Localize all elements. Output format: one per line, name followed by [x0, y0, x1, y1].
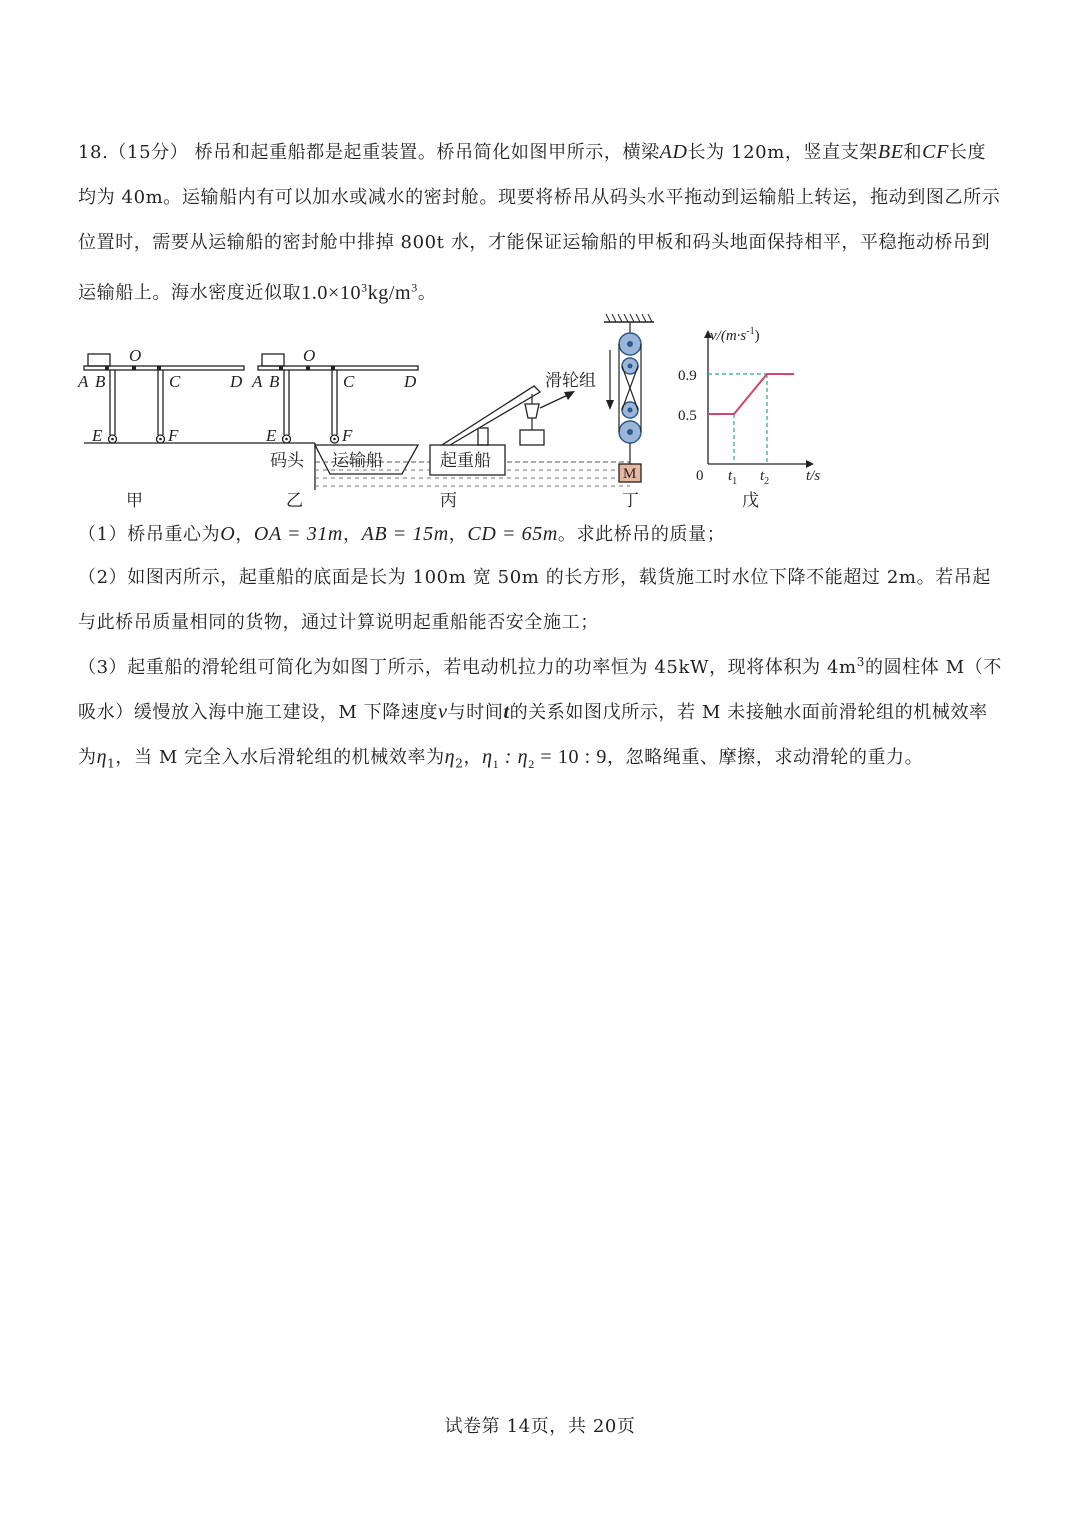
figure-bing	[430, 371, 596, 510]
caption-wu: 戊	[742, 491, 759, 510]
caption-yi: 乙	[286, 491, 303, 510]
density-value: $1.0\times 10^3kg/m^3$	[301, 280, 418, 304]
svg-text:O: O	[303, 346, 316, 365]
label-o: O	[129, 346, 142, 365]
label-b: B	[95, 372, 106, 391]
pulley-group-icon	[525, 404, 539, 418]
arrow-down-icon	[606, 400, 614, 410]
counterweight-box	[262, 354, 284, 366]
pointer-arrow	[540, 394, 570, 408]
graph-ylabel: $v/(m\cdot s^{-1})$	[710, 326, 760, 344]
var-be: BE	[877, 141, 904, 163]
eta-ratio: $\eta_1$ : $\eta_2 = 10$ : 9	[482, 746, 608, 771]
graph-xlabel: t/s	[806, 468, 821, 484]
label-dock: 码头	[270, 451, 304, 470]
figure-wu	[678, 326, 820, 510]
cargo-box	[520, 430, 544, 445]
svg-text:E: E	[266, 426, 277, 445]
tick-origin: 0	[696, 468, 704, 484]
tick-05: 0.5	[678, 408, 697, 424]
svg-text:B: B	[269, 372, 280, 391]
svg-text:D: D	[404, 372, 417, 391]
figure-ding	[604, 314, 654, 510]
var-cf: CF	[922, 141, 949, 163]
crane-post	[478, 428, 488, 445]
question-18-intro: 18.（15分） 桥吊和起重船都是起重装置。桥吊简化如图甲所示，横梁AD长为 120m，竖直支架BE和CF长度均为 40m。运输船内有可以加水或减水的密封舱。现要将桥吊从码头水平拖动到运输船上转运，拖动到图乙所示位置时，需要从运输船的密封舱中排掉 800t 水，才能保证运输船的甲板和码头地面保持相平，平稳拖动桥吊到运输船上。海水密度近似取$1.0\times 10^3kg/m^3$。	[78, 141, 1001, 304]
eq-cd: CD = 65m	[467, 523, 558, 545]
label-crane-ship: 起重船	[440, 451, 491, 470]
series-line	[708, 374, 794, 414]
caption-bing: 丙	[440, 491, 457, 510]
label-pulley-group: 滑轮组	[545, 371, 596, 390]
question-number: 18.（15分）	[78, 142, 189, 163]
question-part-1: （1）桥吊重心为O，OA = 31m，AB = 15m，CD = 65m。求此桥吊的质量；	[78, 523, 726, 545]
tick-t1: $t_1$	[728, 468, 738, 487]
counterweight-box	[88, 354, 110, 366]
tick-t2: $t_2$	[760, 468, 770, 487]
caption-ding: 丁	[622, 491, 639, 510]
label-e: E	[92, 426, 103, 445]
svg-text:F: F	[342, 426, 353, 445]
label-c: C	[169, 372, 181, 391]
page-footer: 试卷第 14页，共 20页	[444, 1416, 636, 1437]
caption-jia: 甲	[126, 491, 143, 510]
tick-09: 0.9	[678, 368, 697, 384]
figure-group	[70, 312, 850, 520]
label-transport-ship: 运输船	[332, 451, 383, 470]
eq-ab: AB = 15m	[361, 523, 449, 545]
svg-text:C: C	[343, 372, 355, 391]
label-d: D	[230, 372, 243, 391]
label-m: M	[623, 466, 637, 482]
question-part-2: （2）如图丙所示，起重船的底面是长为 100m 宽 50m 的长方形，载货施工时水位下降不能超过 2m。若吊起与此桥吊质量相同的货物，通过计算说明起重船能否安全施工；	[78, 567, 991, 633]
eq-oa: OA = 31m	[253, 523, 343, 545]
var-ad: AD	[659, 141, 688, 163]
label-f: F	[168, 426, 179, 445]
figure-svg	[70, 312, 850, 520]
question-part-3: （3）起重船的滑轮组可简化为如图丁所示，若电动机拉力的功率恒为 45kW，现将体积为 $4m^3$的圆柱体 M（不吸水）缓慢放入海中施工建设，M 下降速度v与时间t的关系如图戊所示，若 M 未接触水面前滑轮组的机械效率为$\eta_1$，当 M 完全入水后滑轮组的机械效率为$\eta_2$，$\eta_1$ : $\eta_2 = 10$ : 9，忽略绳重、摩擦，求动滑轮的重力。	[78, 655, 1002, 771]
label-a: A	[78, 372, 89, 391]
svg-text:A: A	[252, 372, 263, 391]
